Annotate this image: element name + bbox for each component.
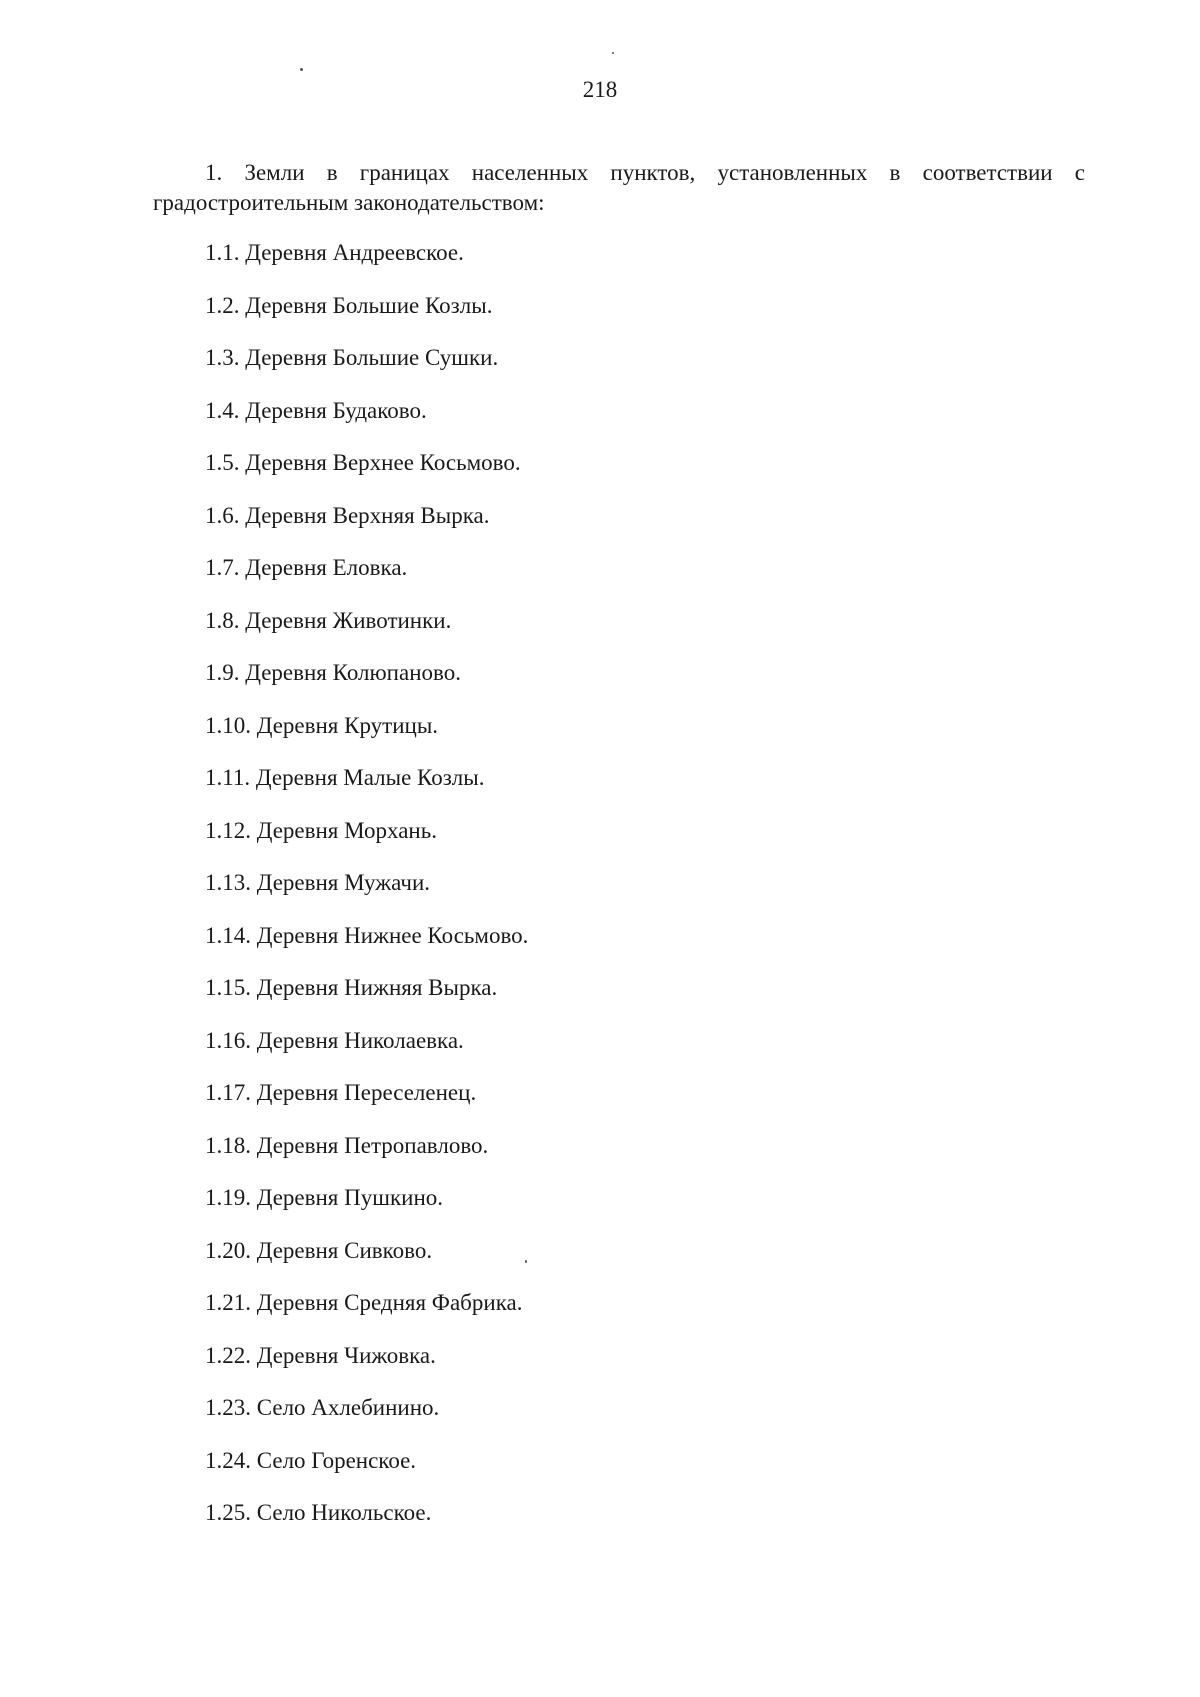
list-item: 1.16. Деревня Николаевка. (205, 1027, 464, 1053)
list-item: 1.9. Деревня Колюпаново. (205, 660, 461, 685)
list-item: 1.15. Деревня Нижняя Вырка. (205, 975, 498, 1000)
list-item: 1.5. Деревня Верхнее Косьмово. (205, 450, 521, 475)
list-item: 1.19. Деревня Пушкино. (205, 1185, 443, 1210)
list-item: 1.2. Деревня Большие Козлы. (205, 292, 493, 318)
settlement-list (205, 238, 1085, 1551)
list-item: 1.22. Деревня Чижовка. (205, 1342, 436, 1368)
list-item: 1.24. Село Горенское. (205, 1447, 417, 1473)
list-item: 1.11. Деревня Малые Козлы. (205, 765, 485, 790)
list-item: 1.21. Деревня Средняя Фабрика. (205, 1290, 523, 1315)
list-item: 1.7. Деревня Еловка. (205, 555, 408, 580)
list-item: 1.6. Деревня Верхняя Вырка. (205, 502, 490, 528)
list-item: 1.12. Деревня Морхань. (205, 817, 437, 843)
scan-speck (525, 1260, 527, 1263)
section-intro: 1. Земли в границах населенных пунктов, установленных в соответствии с градостроительным законодательством: (153, 160, 1085, 215)
page-number: 218 (582, 77, 618, 102)
list-item: 1.13. Деревня Мужачи. (205, 870, 431, 895)
scan-speck (300, 68, 303, 71)
list-item: 1.8. Деревня Животинки. (205, 607, 452, 633)
list-item: 1.20. Деревня Сивково. (205, 1237, 433, 1263)
list-item: 1.17. Деревня Переселенец. (205, 1080, 477, 1105)
list-item: 1.25. Село Никольское. (205, 1500, 432, 1525)
list-item: 1.4. Деревня Будаково. (205, 397, 427, 423)
scan-speck (612, 52, 614, 54)
list-item: 1.3. Деревня Большие Сушки. (205, 345, 499, 370)
list-item: 1.14. Деревня Нижнее Косьмово. (205, 922, 529, 948)
list-item: 1.10. Деревня Крутицы. (205, 712, 439, 738)
list-item: 1.18. Деревня Петропавлово. (205, 1132, 489, 1158)
list-item: 1.1. Деревня Андреевское. (205, 240, 464, 265)
list-item: 1.23. Село Ахлебинино. (205, 1395, 440, 1420)
